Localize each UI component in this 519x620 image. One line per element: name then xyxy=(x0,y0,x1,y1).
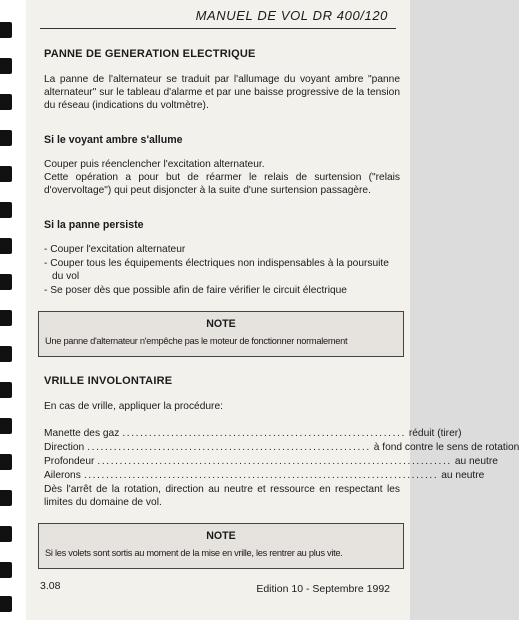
binding-hole xyxy=(0,94,12,110)
edition-label: Edition 10 - Septembre 1992 xyxy=(256,583,390,595)
section-intro: En cas de vrille, appliquer la procédure: xyxy=(44,401,223,412)
procedure-label: Direction xyxy=(44,442,85,453)
section-subtitle: Si la panne persiste xyxy=(44,219,144,231)
binding-hole xyxy=(0,58,12,74)
dot-leader: ................................................................................ xyxy=(83,470,439,481)
section-body: La panne de l'alternateur se traduit par l'allumage du voyant ambre "panne alternateur" sur le tableau d'alarme et par une baisse progressive de la tension du réseau (indications du voltmètre). xyxy=(44,74,400,111)
section-spin xyxy=(44,375,519,509)
binding-hole xyxy=(0,22,12,38)
section-line: Couper puis réenclencher l'excitation alternateur. xyxy=(44,159,265,170)
section-line: Cette opération a pour but de réarmer le relais de surtension ("relais d'overvoltage") qui peut disjoncter à la suite d'une surtension passagère. xyxy=(44,172,400,196)
binding-hole xyxy=(0,382,12,398)
procedure-label: Ailerons xyxy=(44,470,81,481)
page-number: 3.08 xyxy=(40,580,61,592)
procedure-value: au neutre xyxy=(454,456,498,467)
section-failure-persists xyxy=(44,219,400,297)
note-title: NOTE xyxy=(206,530,236,542)
binding-hole xyxy=(0,310,12,326)
section-subtitle: Si le voyant ambre s'allume xyxy=(44,134,183,146)
section-title: VRILLE INVOLONTAIRE xyxy=(44,375,173,387)
procedure-label: Manette des gaz xyxy=(44,428,120,439)
binding-hole xyxy=(0,454,12,470)
dot-leader: ................................................................ xyxy=(122,428,406,439)
binding-hole xyxy=(0,166,12,182)
list-item: - Couper tous les équipements électriques non indispensables à la poursuite du vol xyxy=(44,257,400,283)
header-rule xyxy=(40,28,396,29)
binding-hole xyxy=(0,418,12,434)
binding-hole xyxy=(0,526,12,542)
binding-hole xyxy=(0,274,12,290)
list-item: - Couper l'excitation alternateur xyxy=(44,243,400,256)
procedure-value: au neutre xyxy=(441,470,485,481)
section-after: Dès l'arrêt de la rotation, direction au neutre et ressource en respectant les limites du domaine de vol. xyxy=(44,484,400,508)
procedure-row xyxy=(44,441,519,454)
procedure-value: à fond contre le sens de rotation xyxy=(373,442,519,453)
binding-hole xyxy=(0,490,12,506)
dot-leader: ................................................................................ xyxy=(97,456,452,467)
action-list xyxy=(44,243,400,297)
procedure-row xyxy=(44,469,485,482)
binding-hole xyxy=(0,346,12,362)
note-text: Si les volets sont sortis au moment de la mise en vrille, les rentrer au plus vite. xyxy=(45,548,343,558)
binding-hole xyxy=(0,562,12,578)
section-generation-failure xyxy=(44,48,400,112)
binding-hole xyxy=(0,596,12,612)
page-content xyxy=(44,48,519,587)
section-amber-light xyxy=(44,134,400,197)
spiral-binding xyxy=(0,0,26,620)
procedure-label: Profondeur xyxy=(44,456,95,467)
list-item: - Se poser dès que possible afin de faire vérifier le circuit électrique xyxy=(44,284,400,297)
note-text: Une panne d'alternateur n'empêche pas le moteur de fonctionner normalement xyxy=(45,336,348,346)
note-title: NOTE xyxy=(206,318,236,330)
procedure-value: réduit (tirer) xyxy=(408,428,462,439)
procedure-row xyxy=(44,427,462,440)
binding-hole xyxy=(0,130,12,146)
note-box-flaps xyxy=(38,523,404,569)
dot-leader: ................................................................ xyxy=(87,442,371,453)
binding-hole xyxy=(0,202,12,218)
page-header-title: MANUEL DE VOL DR 400/120 xyxy=(195,8,388,23)
binding-hole xyxy=(0,238,12,254)
section-title: PANNE DE GENERATION ELECTRIQUE xyxy=(44,48,256,60)
note-box-alternator xyxy=(38,311,404,357)
procedure-row xyxy=(44,455,498,468)
